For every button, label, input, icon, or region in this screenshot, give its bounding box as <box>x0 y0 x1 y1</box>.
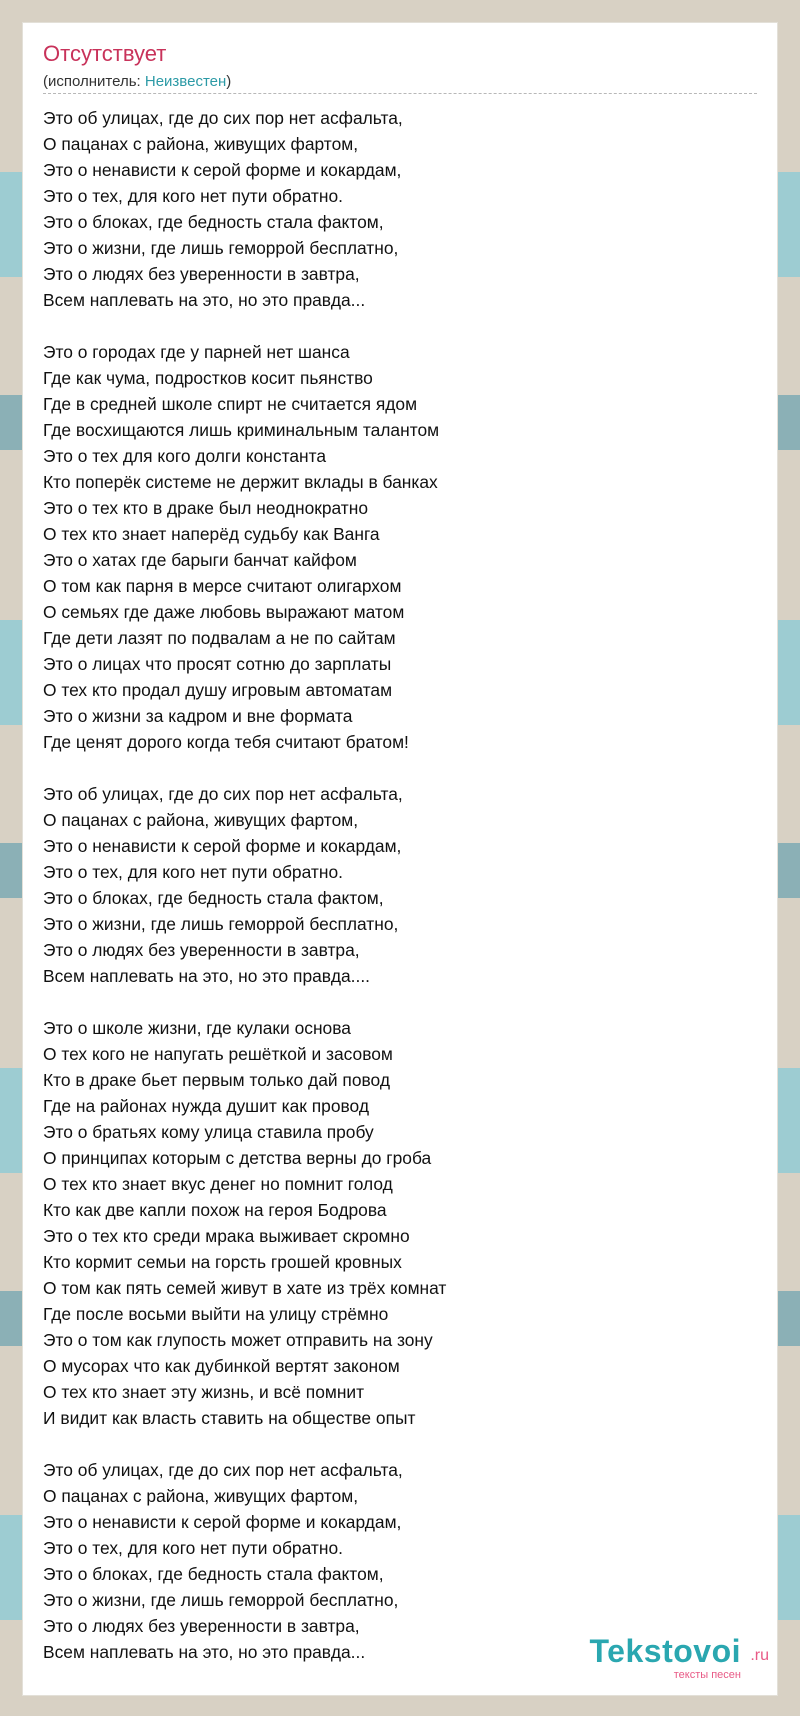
performer-link[interactable]: Неизвестен <box>144 73 227 90</box>
lyric-line: Кто кормит семьи на горсть грошей кровных <box>43 1252 402 1272</box>
lyric-line: Где на районах нужда душит как провод <box>43 1096 369 1116</box>
lyric-line: О тех кто знает наперёд судьбу как Ванга <box>43 524 380 544</box>
stanza-gap <box>43 313 759 339</box>
lyric-line: Это о тех кто в драке был неоднократно <box>43 498 369 518</box>
performer-line <box>43 73 231 90</box>
lyric-line: Это о городах где у парней нет шанса <box>43 342 350 362</box>
lyric-line: Это о тех, для кого нет пути обратно. <box>43 862 343 882</box>
lyric-line: Всем наплевать на это, но это правда.... <box>43 966 370 986</box>
logo-tld: .ru <box>750 1647 769 1664</box>
lyric-line: О пацанах с района, живущих фартом, <box>43 134 359 154</box>
stanza <box>43 781 759 989</box>
lyric-line: Это о жизни, где лишь геморрой бесплатно, <box>43 238 399 258</box>
lyric-line: Кто поперёк системе не держит вклады в банках <box>43 472 438 492</box>
lyric-line: Кто как две капли похож на героя Бодрова <box>43 1200 387 1220</box>
lyric-line: О принципах которым с детства верны до гроба <box>43 1148 432 1168</box>
logo-name: Tekstovoi <box>589 1633 741 1669</box>
stanza-gap <box>43 989 759 1015</box>
lyric-line: Это о блоках, где бедность стала фактом, <box>43 1564 384 1584</box>
lyric-line: Это о братьях кому улица ставила пробу <box>43 1122 374 1142</box>
lyric-line: Это о блоках, где бедность стала фактом, <box>43 888 384 908</box>
performer-prefix: (исполнитель: <box>43 73 145 90</box>
title-divider <box>43 93 757 94</box>
lyric-line: Это о людях без уверенности в завтра, <box>43 940 360 960</box>
lyric-line: О семьях где даже любовь выражают матом <box>43 602 405 622</box>
lyric-line: Это о людях без уверенности в завтра, <box>43 264 360 284</box>
stanza-gap <box>43 755 759 781</box>
lyric-line: Где восхищаются лишь криминальным талантом <box>43 420 440 440</box>
lyric-line: Это о тех, для кого нет пути обратно. <box>43 1538 343 1558</box>
lyric-line: Это о блоках, где бедность стала фактом, <box>43 212 384 232</box>
lyric-line: Это об улицах, где до сих пор нет асфальта, <box>43 784 403 804</box>
lyric-line: Это о тех, для кого нет пути обратно. <box>43 186 343 206</box>
lyric-line: Где как чума, подростков косит пьянство <box>43 368 373 388</box>
lyric-line: Где в средней школе спирт не считается ядом <box>43 394 418 414</box>
lyric-line: Где ценят дорого когда тебя считают братом! <box>43 732 409 752</box>
lyric-line: О тех кто знает эту жизнь, и всё помнит <box>43 1382 365 1402</box>
site-logo[interactable] <box>559 1633 769 1683</box>
lyric-line: Всем наплевать на это, но это правда... <box>43 290 366 310</box>
lyric-line: О тех кто знает вкус денег но помнит голод <box>43 1174 393 1194</box>
lyric-line: О тех кого не напугать решёткой и засовом <box>43 1044 393 1064</box>
lyric-line: Это о школе жизни, где кулаки основа <box>43 1018 351 1038</box>
lyric-line: О тех кто продал душу игровым автоматам <box>43 680 393 700</box>
lyric-line: Это о том как глупость может отправить на зону <box>43 1330 433 1350</box>
lyric-line: О пацанах с района, живущих фартом, <box>43 1486 359 1506</box>
performer-suffix: ) <box>226 73 232 90</box>
song-title: Отсутствует <box>43 41 167 66</box>
lyric-line: Это о жизни, где лишь геморрой бесплатно, <box>43 914 399 934</box>
lyric-line: Это о тех для кого долги константа <box>43 446 327 466</box>
stanza-gap <box>43 1431 759 1457</box>
lyric-line: Это о людях без уверенности в завтра, <box>43 1616 360 1636</box>
lyric-line: И видит как власть ставить на обществе опыт <box>43 1408 416 1428</box>
lyric-line: О мусорах что как дубинкой вертят законом <box>43 1356 400 1376</box>
lyric-line: Всем наплевать на это, но это правда... <box>43 1642 366 1662</box>
lyric-line: О том как пять семей живут в хате из трёх комнат <box>43 1278 447 1298</box>
lyrics-card <box>22 22 778 1696</box>
lyric-line: Где дети лазят по подвалам а не по сайтам <box>43 628 396 648</box>
lyric-line: Это о жизни, где лишь геморрой бесплатно, <box>43 1590 399 1610</box>
lyrics-body <box>43 105 759 1665</box>
lyric-line: Это об улицах, где до сих пор нет асфальта, <box>43 1460 403 1480</box>
lyric-line: Это о хатах где барыги банчат кайфом <box>43 550 357 570</box>
lyric-line: Это о жизни за кадром и вне формата <box>43 706 353 726</box>
lyric-line: Где после восьми выйти на улицу стрёмно <box>43 1304 389 1324</box>
lyric-line: Это о лицах что просят сотню до зарплаты <box>43 654 392 674</box>
lyric-line: Кто в драке бьет первым только дай повод <box>43 1070 390 1090</box>
lyric-line: О том как парня в мерсе считают олигархом <box>43 576 402 596</box>
stanza <box>43 105 759 313</box>
stanza <box>43 339 759 755</box>
lyric-line: О пацанах с района, живущих фартом, <box>43 810 359 830</box>
lyric-line: Это об улицах, где до сих пор нет асфальта, <box>43 108 403 128</box>
logo-subtitle: тексты песен <box>673 1669 741 1681</box>
stanza <box>43 1015 759 1431</box>
lyric-line: Это о ненависти к серой форме и кокардам, <box>43 160 402 180</box>
lyric-line: Это о ненависти к серой форме и кокардам, <box>43 836 402 856</box>
lyric-line: Это о тех кто среди мрака выживает скромно <box>43 1226 410 1246</box>
lyric-line: Это о ненависти к серой форме и кокардам, <box>43 1512 402 1532</box>
